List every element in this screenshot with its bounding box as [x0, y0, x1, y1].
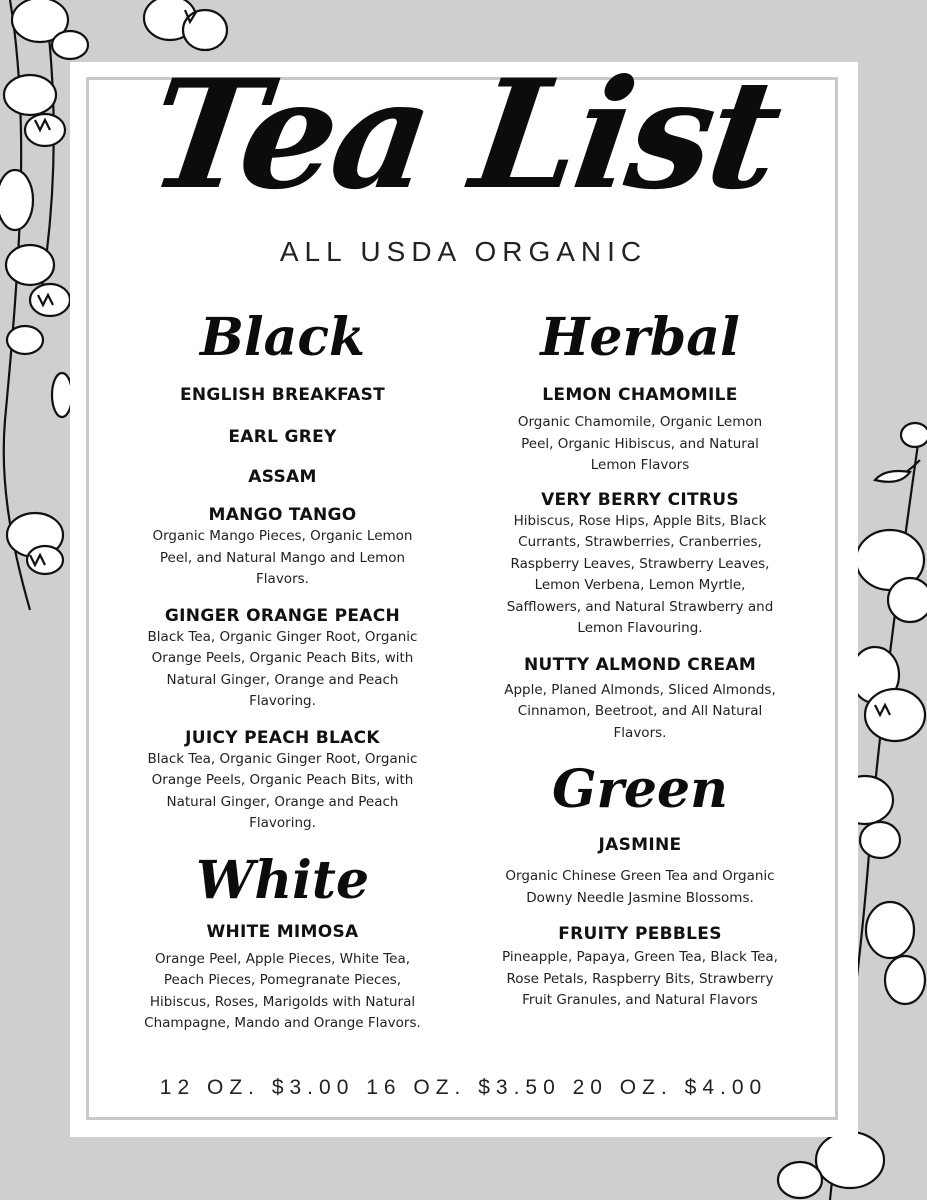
tea-name: MANGO TANGO [208, 505, 357, 525]
page-title: Tea List [139, 47, 788, 223]
tea-name: GINGER ORANGE PEACH [164, 605, 401, 626]
tea-name: LEMON CHAMOMILE [542, 385, 738, 405]
tea-name: FRUITY PEBBLES [558, 924, 722, 944]
tea-name: JASMINE [598, 835, 682, 855]
tea-description: Apple, Planed Almonds, Sliced Almonds, Cinnamon, Beetroot, and All Natural Flavors. [504, 681, 776, 741]
tea-name: VERY BERRY CITRUS [541, 489, 739, 510]
tea-name: NUTTY ALMOND CREAM [523, 654, 757, 675]
section-title-black: Black [199, 307, 366, 368]
tea-description: Pineapple, Papaya, Green Tea, Black Tea, Rose Petals, Raspberry Bits, Strawberry Fruit Granules, and Natural Flavors [502, 949, 778, 1008]
tea-name: ASSAM [248, 467, 317, 487]
section-title-herbal: Herbal [540, 307, 740, 368]
tea-description: Organic Chinese Green Tea and Organic Downy Needle Jasmine Blossoms. [505, 868, 775, 906]
right-column [500, 298, 780, 1012]
section-title-white: White [195, 849, 370, 911]
price-list: 12 OZ. $3.00 16 OZ. $3.50 20 OZ. $4.00 [159, 1076, 768, 1099]
page-subtitle: ALL USDA ORGANIC [279, 236, 648, 267]
tea-name: EARL GREY [228, 427, 337, 447]
tea-description: Hibiscus, Rose Hips, Apple Bits, Black Currants, Strawberries, Cranberries, Raspberry Leaves, Strawberry Leaves, Lemon Verbena, Lemon Myrtle, Safflowers, and Natural Strawberry and Lemon Flavouring. [506, 512, 774, 636]
tea-name: WHITE MIMOSA [206, 921, 359, 942]
tea-description: Black Tea, Organic Ginger Root, Organic Orange Peels, Organic Peach Bits, with Natural Ginger, Orange and Peach Flavoring. [147, 628, 418, 709]
section-title-green: Green [552, 759, 728, 820]
tea-name: JUICY PEACH BLACK [185, 727, 380, 748]
tea-description: Organic Chamomile, Organic Lemon Peel, Organic Hibiscus, and Natural Lemon Flavors [517, 414, 763, 473]
tea-description: Organic Mango Pieces, Organic Lemon Peel, and Natural Mango and Lemon Flavors. [152, 528, 413, 587]
tea-description: Orange Peel, Apple Pieces, White Tea, Peach Pieces, Pomegranate Pieces, Hibiscus, Roses, Marigolds with Natural Champagne, Mando and Orange Flavors. [144, 950, 421, 1031]
tea-description: Black Tea, Organic Ginger Root, Organic Orange Peels, Organic Peach Bits, with Natural Ginger, Orange and Peach Flavoring. [147, 750, 418, 831]
left-column [140, 298, 425, 1035]
tea-name: ENGLISH BREAKFAST [179, 385, 386, 405]
